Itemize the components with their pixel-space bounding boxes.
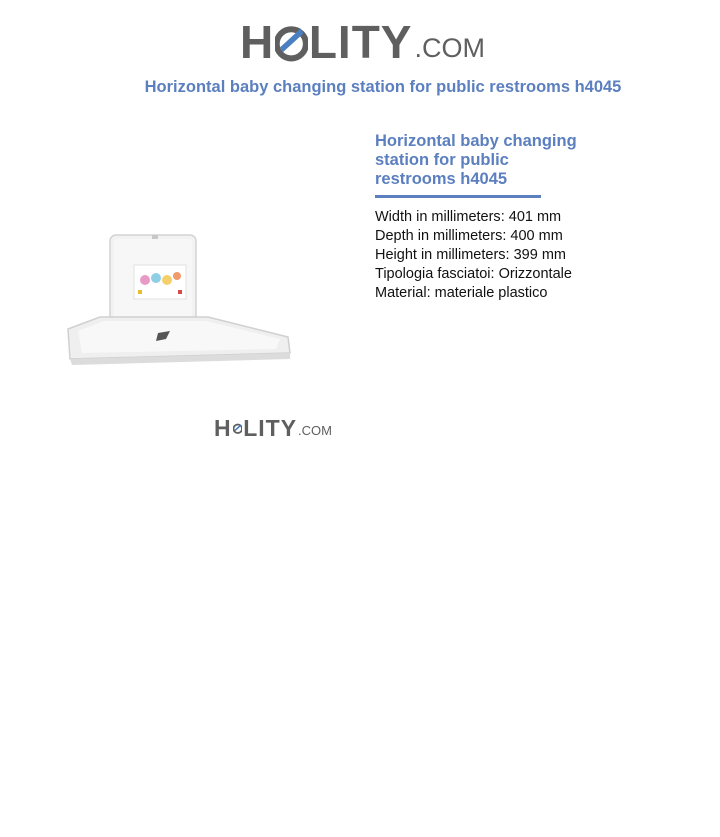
brand-logo-o-icon bbox=[275, 18, 308, 68]
product-image bbox=[60, 225, 300, 375]
brand-logo-letter-h: H bbox=[214, 415, 232, 441]
product-title: Horizontal baby changing station for public restrooms h4045 bbox=[375, 132, 577, 188]
product-info bbox=[375, 132, 605, 303]
title-divider bbox=[375, 195, 541, 198]
brand-logo-letter-h: H bbox=[240, 16, 275, 68]
brand-logo-wordmark: LITY bbox=[243, 415, 298, 441]
brand-logo[interactable] bbox=[240, 8, 485, 68]
brand-logo-small[interactable] bbox=[214, 411, 332, 441]
page-title: Horizontal baby changing station for public restrooms h4045 bbox=[144, 78, 622, 96]
brand-logo-domain: .COM bbox=[414, 33, 485, 63]
spec-type: Tipologia fasciatoi: Orizzontale bbox=[375, 266, 572, 282]
brand-logo-domain: .COM bbox=[298, 423, 332, 438]
brand-logo-wordmark: LITY bbox=[308, 16, 413, 68]
spec-depth: Depth in millimeters: 400 mm bbox=[375, 228, 563, 244]
spec-material: Material: materiale plastico bbox=[375, 285, 548, 301]
spec-height: Height in millimeters: 399 mm bbox=[375, 247, 566, 263]
spec-width: Width in millimeters: 401 mm bbox=[375, 209, 562, 225]
brand-logo-o-icon bbox=[233, 416, 243, 441]
baby-changing-station-illustration bbox=[60, 225, 300, 375]
